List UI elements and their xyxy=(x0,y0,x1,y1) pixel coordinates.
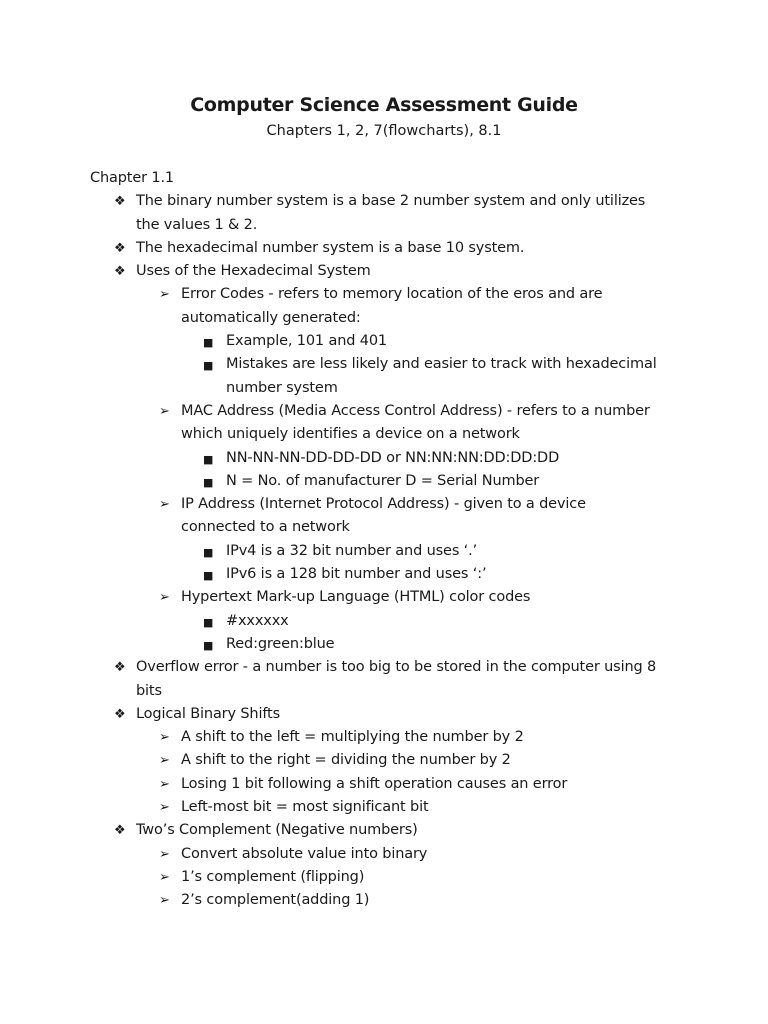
outline-text: N = No. of manufacturer D = Serial Number xyxy=(226,472,540,489)
outline-text: NN-NN-NN-DD-DD-DD or NN:NN:NN:DD:DD:DD xyxy=(226,449,560,466)
outline-text: Uses of the Hexadecimal System xyxy=(136,263,371,280)
outline-line-level-1 xyxy=(0,680,768,703)
outline-text: number system xyxy=(226,379,338,396)
square-bullet-icon: ■ xyxy=(203,638,214,652)
outline-text: Red:green:blue xyxy=(226,635,335,652)
outline-line-level-1 xyxy=(0,819,768,842)
outline-text: 2’s complement(adding 1) xyxy=(181,892,370,909)
square-bullet-icon: ■ xyxy=(203,475,214,489)
diamond-bullet-icon: ❖ xyxy=(114,660,126,676)
square-bullet-icon: ■ xyxy=(203,615,214,629)
arrow-bullet-icon: ➢ xyxy=(159,287,170,303)
arrow-bullet-icon: ➢ xyxy=(159,590,170,606)
outline-text: Chapter 1.1 xyxy=(90,170,174,186)
arrow-bullet-icon: ➢ xyxy=(159,846,170,862)
outline-text: The binary number system is a base 2 number system and only utilizes xyxy=(136,193,646,210)
outline-line-level-2 xyxy=(0,283,768,306)
outline-text: MAC Address (Media Access Control Address) - refers to a number xyxy=(181,402,650,419)
outline-text: bits xyxy=(136,682,162,699)
square-bullet-icon: ■ xyxy=(203,452,214,466)
outline-line-level-2 xyxy=(0,889,768,912)
outline-line-level-2 xyxy=(0,726,768,749)
arrow-bullet-icon: ➢ xyxy=(159,869,170,885)
outline-text: IP Address (Internet Protocol Address) - given to a device xyxy=(181,496,586,513)
outline-line-level-2 xyxy=(0,843,768,866)
outline-line-level-2 xyxy=(0,749,768,772)
outline-text: Losing 1 bit following a shift operation causes an error xyxy=(181,775,568,792)
outline-line-level-3 xyxy=(0,633,768,656)
arrow-bullet-icon: ➢ xyxy=(159,753,170,769)
arrow-bullet-icon: ➢ xyxy=(159,776,170,792)
outline-line-level-1 xyxy=(0,214,768,237)
outline-line-level-3 xyxy=(0,540,768,563)
outline-line-level-3 xyxy=(0,447,768,470)
outline-text: Two’s Complement (Negative numbers) xyxy=(136,822,418,839)
document-title: Computer Science Assessment Guide xyxy=(190,94,578,116)
diamond-bullet-icon: ❖ xyxy=(114,194,126,210)
outline-text: connected to a network xyxy=(181,519,350,536)
outline-line-level-3 xyxy=(0,610,768,633)
outline-line-level-2 xyxy=(0,773,768,796)
outline-text: A shift to the left = multiplying the number by 2 xyxy=(181,729,524,746)
outline-line-level-3 xyxy=(0,330,768,353)
outline-text: Overflow error - a number is too big to be stored in the computer using 8 xyxy=(136,659,657,676)
outline-text: which uniquely identifies a device on a network xyxy=(181,426,520,443)
outline-line-level-1 xyxy=(0,656,768,679)
arrow-bullet-icon: ➢ xyxy=(159,497,170,513)
outline-line-level-1 xyxy=(0,260,768,283)
outline-text: Convert absolute value into binary xyxy=(181,845,428,862)
outline-text: IPv6 is a 128 bit number and uses ‘:’ xyxy=(226,566,487,583)
outline-text: IPv4 is a 32 bit number and uses ‘.’ xyxy=(226,542,478,559)
outline-line-level-2 xyxy=(0,796,768,819)
diamond-bullet-icon: ❖ xyxy=(114,264,126,280)
section-heading xyxy=(0,167,768,190)
outline-line-level-3 xyxy=(0,377,768,400)
outline-text: Hypertext Mark-up Language (HTML) color codes xyxy=(181,589,531,606)
document-body xyxy=(0,167,768,913)
outline-text: A shift to the right = dividing the number by 2 xyxy=(181,752,511,769)
square-bullet-icon: ■ xyxy=(203,336,214,350)
outline-line-level-1 xyxy=(0,237,768,260)
outline-line-level-2 xyxy=(0,493,768,516)
arrow-bullet-icon: ➢ xyxy=(159,893,170,909)
outline-line-level-3 xyxy=(0,470,768,493)
diamond-bullet-icon: ❖ xyxy=(114,240,126,256)
arrow-bullet-icon: ➢ xyxy=(159,403,170,419)
diamond-bullet-icon: ❖ xyxy=(114,706,126,722)
outline-line-level-3 xyxy=(0,353,768,376)
square-bullet-icon: ■ xyxy=(203,569,214,583)
outline-text: the values 1 & 2. xyxy=(136,216,258,233)
outline-text: automatically generated: xyxy=(181,309,361,326)
outline-line-level-2 xyxy=(0,307,768,330)
outline-line-level-2 xyxy=(0,516,768,539)
outline-line-level-1 xyxy=(0,703,768,726)
outline-text: Error Codes - refers to memory location of the eros and are xyxy=(181,286,603,303)
square-bullet-icon: ■ xyxy=(203,545,214,559)
outline-line-level-2 xyxy=(0,586,768,609)
outline-line-level-2 xyxy=(0,866,768,889)
diamond-bullet-icon: ❖ xyxy=(114,823,126,839)
outline-text: The hexadecimal number system is a base 10 system. xyxy=(136,239,525,256)
outline-text: Left-most bit = most significant bit xyxy=(181,799,429,816)
outline-line-level-2 xyxy=(0,400,768,423)
outline-text: Logical Binary Shifts xyxy=(136,705,280,722)
document-subtitle: Chapters 1, 2, 7(flowcharts), 8.1 xyxy=(266,123,502,139)
square-bullet-icon: ■ xyxy=(203,359,214,373)
outline-line-level-3 xyxy=(0,563,768,586)
outline-line-level-2 xyxy=(0,423,768,446)
outline-text: 1’s complement (flipping) xyxy=(181,868,365,885)
outline-line-level-1 xyxy=(0,190,768,213)
arrow-bullet-icon: ➢ xyxy=(159,730,170,746)
outline-text: Mistakes are less likely and easier to track with hexadecimal xyxy=(226,356,657,373)
outline-text: Example, 101 and 401 xyxy=(226,333,387,350)
arrow-bullet-icon: ➢ xyxy=(159,800,170,816)
outline-text: #xxxxxx xyxy=(226,612,289,629)
